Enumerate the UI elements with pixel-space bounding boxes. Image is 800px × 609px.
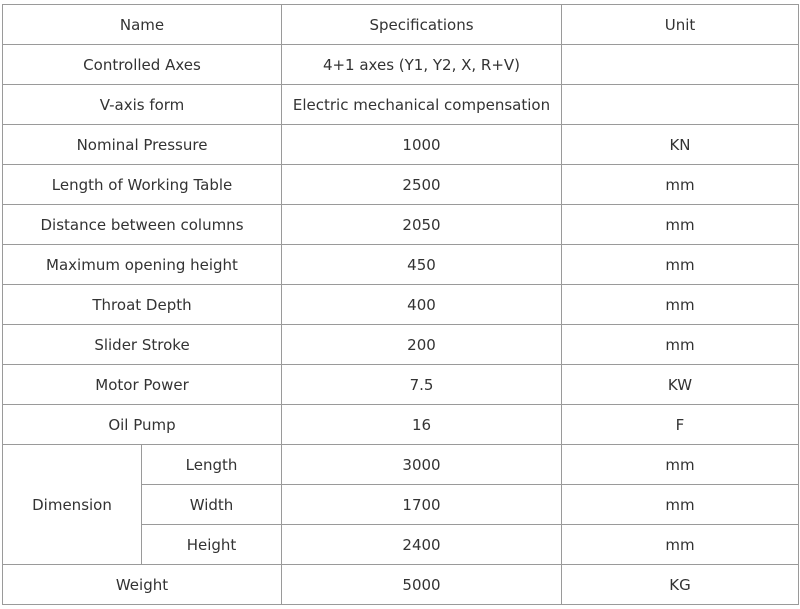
dimension-item-name: Height: [142, 525, 282, 565]
row-name: Motor Power: [3, 365, 282, 405]
row-unit: mm: [562, 325, 799, 365]
dimension-item-unit: mm: [562, 485, 799, 525]
row-spec: 4+1 axes (Y1, Y2, X, R+V): [282, 45, 562, 85]
table-row: [3, 445, 799, 485]
table-row: [3, 325, 799, 365]
dimension-item-name: Length: [142, 445, 282, 485]
row-name: Oil Pump: [3, 405, 282, 445]
weight-name: Weight: [3, 565, 282, 605]
table-row: [3, 365, 799, 405]
row-unit: mm: [562, 165, 799, 205]
row-name: Length of Working Table: [3, 165, 282, 205]
row-spec: 400: [282, 285, 562, 325]
table-row: [3, 205, 799, 245]
row-spec: Electric mechanical compensation: [282, 85, 562, 125]
row-spec: 200: [282, 325, 562, 365]
dimension-item-unit: mm: [562, 525, 799, 565]
header-row: [3, 5, 799, 45]
row-unit: mm: [562, 245, 799, 285]
row-name: Nominal Pressure: [3, 125, 282, 165]
table-row: [3, 45, 799, 85]
dimension-item-unit: mm: [562, 445, 799, 485]
row-spec: 2050: [282, 205, 562, 245]
row-unit: KW: [562, 365, 799, 405]
header-unit: Unit: [562, 5, 799, 45]
row-name: Throat Depth: [3, 285, 282, 325]
row-spec: 16: [282, 405, 562, 445]
weight-spec: 5000: [282, 565, 562, 605]
dimension-item-name: Width: [142, 485, 282, 525]
row-spec: 7.5: [282, 365, 562, 405]
table-row: [3, 245, 799, 285]
row-spec: 1000: [282, 125, 562, 165]
table-row: [3, 165, 799, 205]
row-unit: [562, 85, 799, 125]
row-name: V-axis form: [3, 85, 282, 125]
row-unit: F: [562, 405, 799, 445]
row-unit: mm: [562, 285, 799, 325]
row-unit: KN: [562, 125, 799, 165]
row-name: Slider Stroke: [3, 325, 282, 365]
header-specifications: Specifications: [282, 5, 562, 45]
header-name: Name: [3, 5, 282, 45]
row-name: Distance between columns: [3, 205, 282, 245]
table-row: [3, 405, 799, 445]
table-row: [3, 565, 799, 605]
dimension-item-spec: 1700: [282, 485, 562, 525]
weight-unit: KG: [562, 565, 799, 605]
dimension-label: Dimension: [3, 445, 142, 565]
table-row: [3, 85, 799, 125]
dimension-item-spec: 2400: [282, 525, 562, 565]
row-spec: 2500: [282, 165, 562, 205]
table-row: [3, 285, 799, 325]
specifications-table: [2, 4, 799, 605]
row-unit: [562, 45, 799, 85]
row-unit: mm: [562, 205, 799, 245]
row-name: Maximum opening height: [3, 245, 282, 285]
row-spec: 450: [282, 245, 562, 285]
dimension-item-spec: 3000: [282, 445, 562, 485]
table-row: [3, 125, 799, 165]
row-name: Controlled Axes: [3, 45, 282, 85]
